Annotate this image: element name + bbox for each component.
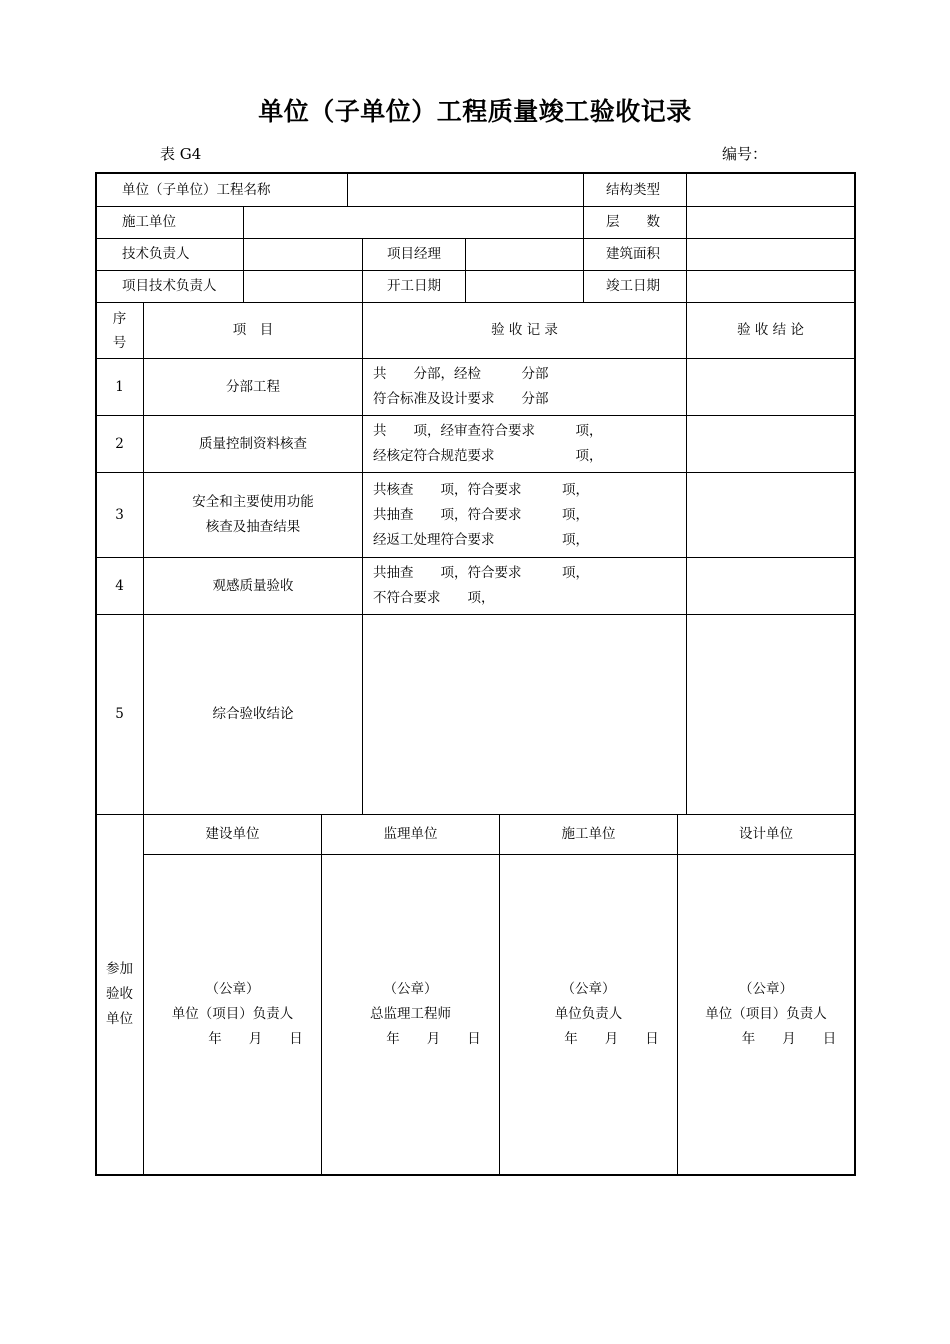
- row-5-item: 综合验收结论: [212, 706, 294, 722]
- finish-date-label: 竣工日期: [606, 278, 660, 294]
- start-date-field[interactable]: [466, 271, 583, 302]
- project-manager-label: 项目经理: [387, 246, 441, 262]
- date-label: 年 月 日: [208, 1031, 303, 1047]
- sign-block-designer[interactable]: [678, 855, 854, 1174]
- row-4-record[interactable]: 共抽查 项，符合要求 项， 不符合要求 项，: [373, 565, 589, 606]
- building-area-label: 建筑面积: [606, 246, 660, 262]
- number-label: 编号：: [722, 145, 768, 163]
- row-5-conclusion[interactable]: [687, 615, 854, 814]
- row-5-record[interactable]: [363, 615, 686, 814]
- seal-placeholder: （公章）: [739, 981, 793, 997]
- constructor-field[interactable]: [244, 207, 583, 238]
- project-name-label: 单位（子单位）工程名称: [122, 181, 271, 198]
- tech-lead-label: 技术负责人: [122, 246, 190, 262]
- project-tech-lead-label: 项目技术负责人: [122, 278, 217, 294]
- row-4-no: 4: [115, 577, 124, 594]
- row-3-conclusion[interactable]: [687, 473, 854, 557]
- row-1-record[interactable]: 共 分部，经检 分部 符合标准及设计要求 分部: [373, 366, 549, 407]
- floors-field[interactable]: [687, 207, 854, 238]
- conclusion-header: 验 收 结 论: [737, 322, 804, 338]
- floors-label: 层 数: [606, 214, 660, 230]
- row-2-conclusion[interactable]: [687, 416, 854, 472]
- date-label: 年 月 日: [564, 1031, 659, 1047]
- unit-name-supervisor: 监理单位: [383, 826, 438, 842]
- row-3-item: 安全和主要使用功能 核查及抽查结果: [192, 494, 314, 535]
- row-1-item: 分部工程: [226, 378, 280, 395]
- row-5-no: 5: [115, 706, 124, 722]
- date-label: 年 月 日: [386, 1031, 481, 1047]
- sign-block-owner[interactable]: [144, 855, 321, 1174]
- project-tech-lead-field[interactable]: [244, 271, 362, 302]
- seal-placeholder: （公章）: [561, 981, 616, 997]
- project-manager-field[interactable]: [466, 239, 583, 270]
- seq-header: 序 号: [112, 310, 127, 351]
- unit-name-owner: 建设单位: [205, 826, 260, 842]
- item-header: 项 目: [232, 322, 274, 338]
- unit-name-constructor: 施工单位: [561, 826, 616, 842]
- row-3-no: 3: [115, 506, 124, 523]
- page-title: 单位（子单位）工程质量竣工验收记录: [258, 97, 692, 126]
- row-4-conclusion[interactable]: [687, 558, 854, 614]
- date-label: 年 月 日: [741, 1031, 837, 1047]
- finish-date-field[interactable]: [687, 271, 854, 302]
- seal-placeholder: （公章）: [383, 981, 438, 997]
- row-1-conclusion[interactable]: [687, 359, 854, 415]
- row-2-item: 质量控制资料核查: [199, 435, 307, 452]
- row-2-record[interactable]: 共 项，经审查符合要求 项， 经核定符合规范要求 项，: [373, 423, 603, 464]
- project-name-field[interactable]: [348, 174, 583, 206]
- participants-side-label: 参加 验收 单位: [106, 961, 133, 1027]
- row-2-no: 2: [115, 435, 124, 452]
- structure-type-label: 结构类型: [606, 181, 660, 198]
- sign-block-constructor[interactable]: [500, 855, 677, 1174]
- constructor-label: 施工单位: [122, 214, 176, 230]
- start-date-label: 开工日期: [387, 278, 441, 294]
- table-code: 表 G4: [160, 145, 202, 163]
- row-1-no: 1: [115, 378, 124, 395]
- tech-lead-field[interactable]: [244, 239, 362, 270]
- signer-label: 单位（项目）负责人: [705, 1006, 827, 1022]
- row-3-record[interactable]: 共核查 项，符合要求 项， 共抽查 项，符合要求 项， 经返工处理符合要求 项，: [373, 481, 589, 548]
- signer-label: 单位负责人: [554, 1006, 623, 1022]
- seal-placeholder: （公章）: [205, 981, 260, 997]
- sign-block-supervisor[interactable]: [322, 855, 499, 1174]
- building-area-field[interactable]: [687, 239, 854, 270]
- signer-label: 单位（项目）负责人: [171, 1006, 294, 1022]
- record-header: 验 收 记 录: [491, 322, 558, 338]
- row-4-item: 观感质量验收: [212, 577, 294, 594]
- structure-type-field[interactable]: [687, 174, 854, 206]
- signer-label: 总监理工程师: [370, 1006, 451, 1022]
- unit-name-designer: 设计单位: [739, 826, 793, 842]
